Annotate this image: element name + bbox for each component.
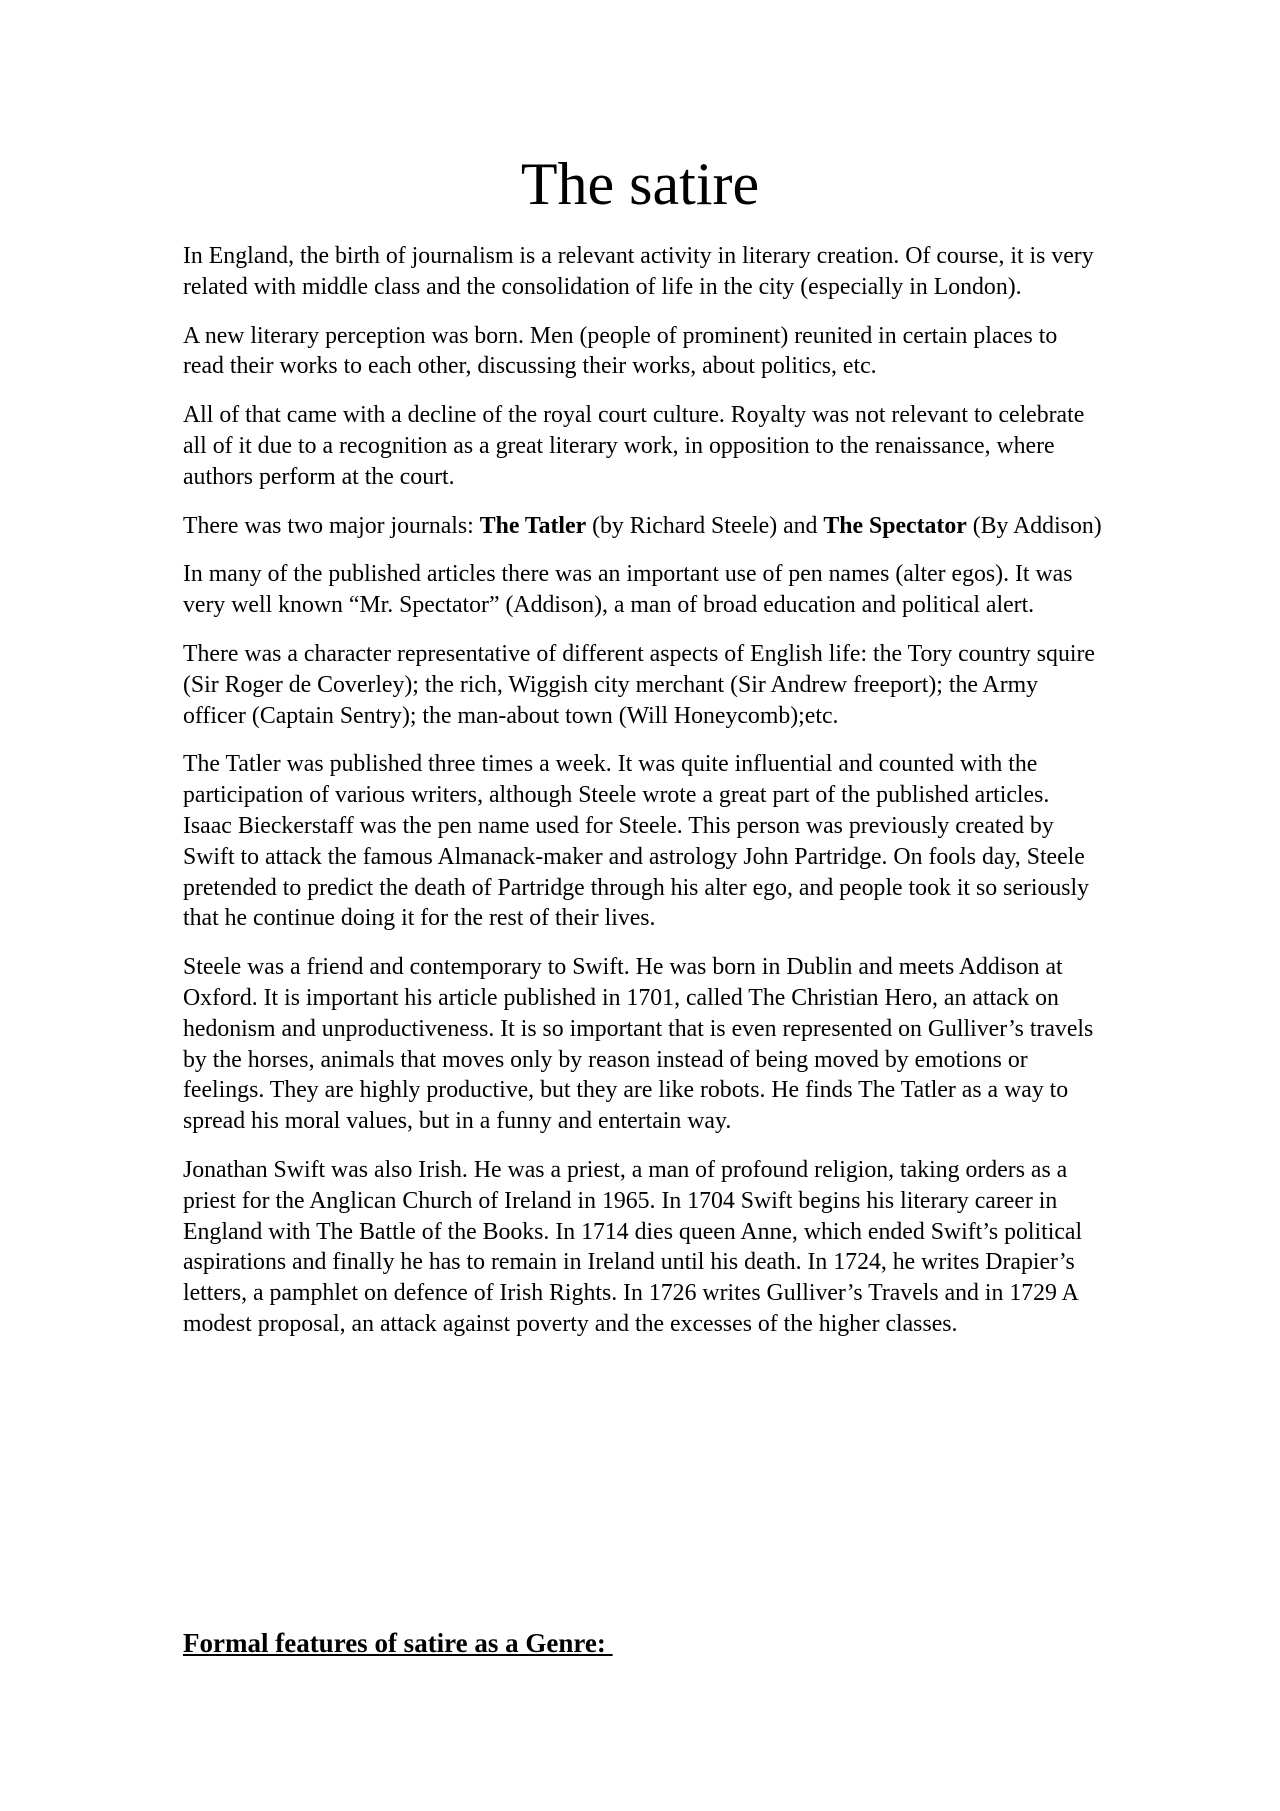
document-body	[183, 241, 1103, 1358]
journal-spectator-note: (By Addison)	[966, 512, 1102, 539]
section-heading-formal-features: Formal features of satire as a Genre:	[183, 1628, 613, 1658]
paragraph-literary-perception: A new literary perception was born. Men (people of prominent) reunited in certain places to read their works to each other, discussing their works, about politics, etc.	[183, 322, 1058, 380]
paragraph-journalism-birth: In England, the birth of journalism is a relevant activity in literary creation. Of course, it is very related with middle class and the consolidation of life in the city (especially in London).	[183, 243, 1094, 300]
paragraph-royal-court-decline: All of that came with a decline of the royal court culture. Royalty was not relevant to celebrate all of it due to a recognition as a great literary work, in opposition to the renaissance, where authors perform at the court.	[183, 402, 1085, 490]
journal-tatler-note: (by Richard Steele) and	[586, 512, 824, 539]
paragraph-tatler: The Tatler was published three times a week. It was quite influential and counted with the participation of various writers, although Steele wrote a great part of the published articles. Isaac Bieckerstaff was the pen name used for Steele. This person was previously created by Swift to attack the famous Almanack-maker and astrology John Partridge. On fools day, Steele pretended to predict the death of Partridge through his alter ego, and people took it so seriously that he continue doing it for the rest of their lives.	[183, 751, 1090, 932]
document-title: The satire	[520, 151, 760, 217]
journal-spectator: The Spectator	[823, 512, 967, 539]
paragraph-major-journals	[183, 511, 1103, 542]
paragraph-swift: Jonathan Swift was also Irish. He was a priest, a man of profound religion, taking orders as a priest for the Anglican Church of Ireland in 1965. In 1704 Swift begins his literary career in England with The Battle of the Books. In 1714 dies queen Anne, which ended Swift’s political aspirations and finally he has to remain in Ireland until his death. In 1724, he writes Drapier’s letters, a pamphlet on defence of Irish Rights. In 1726 writes Gulliver’s Travels and in 1729 A modest proposal, an attack against poverty and the excesses of the higher classes.	[183, 1156, 1083, 1337]
paragraph-characters: There was a character representative of different aspects of English life: the Tory country squire (Sir Roger de Coverley); the rich, Wiggish city merchant (Sir Andrew freeport); the Army officer (Captain Sentry); the man-about town (Will Honeycomb);etc.	[183, 640, 1095, 729]
paragraph-pen-names: In many of the published articles there was an important use of pen names (alter egos). It was very well known “Mr. Spectator” (Addison), a man of broad education and political alert.	[183, 561, 1073, 619]
journal-tatler: The Tatler	[479, 512, 587, 539]
paragraph-steele: Steele was a friend and contemporary to Swift. He was born in Dublin and meets Addison at Oxford. It is important his article published in 1701, called The Christian Hero, an attack on hedonism and unproductiveness. It is so important that is even represented on Gulliver’s travels by the horses, animals that moves only by reason instead of being moved by emotions or feelings. They are highly productive, but they are like robots. He finds The Tatler as a way to spread his moral values, but in a funny and entertain way.	[183, 954, 1094, 1135]
journals-intro: There was two major journals:	[183, 512, 480, 539]
